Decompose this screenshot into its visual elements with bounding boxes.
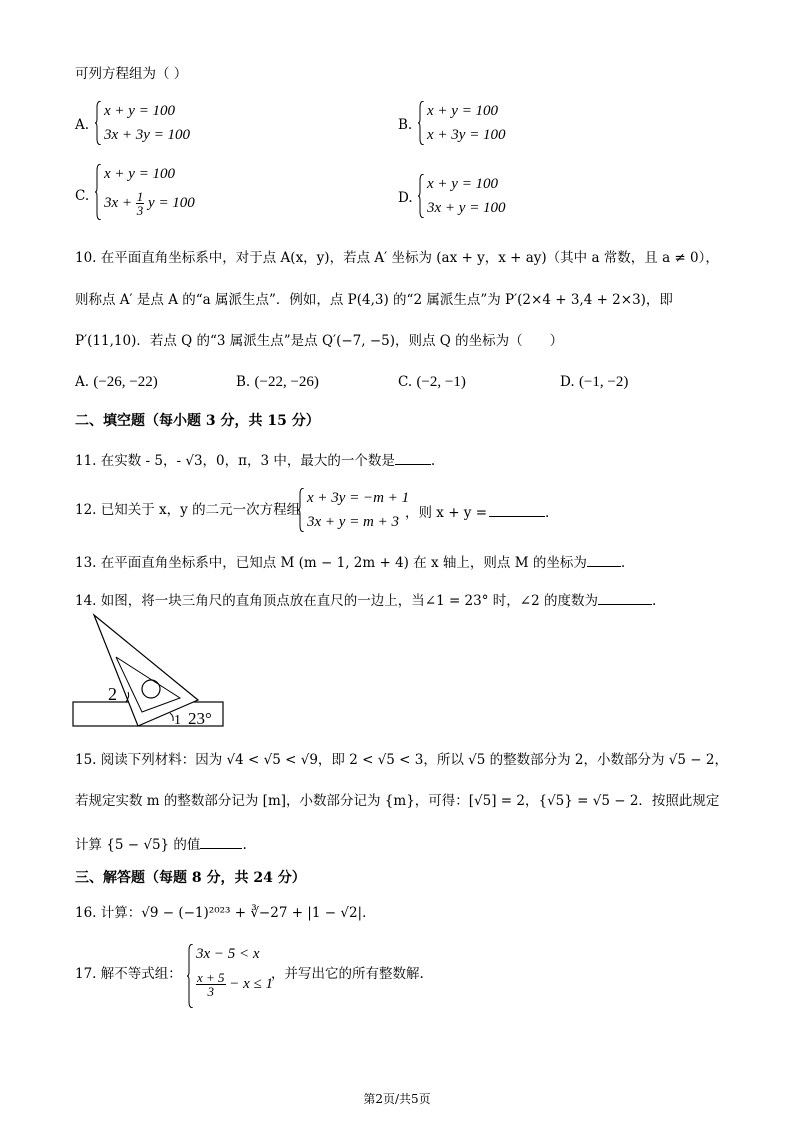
period: . [430, 453, 436, 469]
q15-line3 [75, 834, 247, 854]
equation-system [418, 172, 506, 220]
fraction [196, 971, 226, 998]
numerator: x + 5 [197, 970, 225, 986]
option-label: B. [236, 374, 251, 390]
section-title: 二、填空题（每小题 3 分，共 15 分） [75, 413, 320, 429]
question-text: 12. 已知关于 x，y 的二元一次方程组 [75, 502, 301, 518]
option-value: (−22, −26) [254, 374, 319, 390]
period: . [242, 837, 247, 853]
equation-row: x + y = 100 [104, 166, 176, 182]
set-square-shape [94, 615, 198, 726]
answer-blank[interactable] [587, 552, 621, 567]
page-number: 第2页/共5页 [363, 1092, 431, 1106]
inequality-system [187, 942, 273, 1002]
equation-row: x + y = 100 [427, 176, 499, 192]
term: y = 100 [144, 195, 195, 211]
option-label: D. [398, 190, 413, 206]
answer-blank[interactable] [200, 834, 242, 849]
q11 [75, 450, 435, 470]
term: − x ≤ 1 [225, 976, 274, 992]
q10-option-a[interactable] [75, 373, 158, 392]
brace-icon [187, 944, 193, 1008]
term: ，则 x + y = [405, 505, 488, 521]
brace-icon [95, 164, 101, 220]
option-label: D. [560, 374, 575, 390]
option-label: A. [75, 117, 90, 133]
answer-blank[interactable] [598, 590, 652, 605]
q10-line3: P′(11,10)．若点 Q 的“3 属派生点”是点 Q′(−7, −5)，则点 Q 的坐标为（ ） [75, 333, 564, 349]
angle1-label: 1 [174, 713, 181, 728]
denominator: 3 [207, 984, 215, 1000]
brace-icon [418, 101, 424, 145]
option-label: A. [75, 374, 90, 390]
question-text: 13. 在平面直角坐标系中，已知点 M (m − 1, 2m + 4) 在 x 轴上，则点 M 的坐标为 [75, 555, 587, 571]
angle-value-label: 23° [188, 709, 212, 728]
q15-line1: 15. 阅读下列材料：因为 √4 < √5 < √9，即 2 < √5 < 3，所以 √5 的整数部分为 2，小数部分为 √5 − 2， [75, 752, 728, 768]
brace-icon [95, 101, 101, 145]
equation-row: x + y = 100 [104, 103, 176, 119]
question-text: 17. 解不等式组： [75, 966, 182, 982]
equation-row: 3x + y = m + 3 [307, 514, 400, 530]
q14 [75, 590, 656, 610]
equation-system [95, 162, 195, 220]
inequality-row [196, 966, 273, 1002]
term: 3x + [104, 195, 136, 211]
angle1-arc [170, 713, 173, 721]
question-text: 计算 {5 − √5} 的值 [75, 837, 201, 853]
question-text: 14. 如图，将一块三角尺的直角顶点放在直尺的一边上，当∠1 = 23° 时，∠2 的度数为 [75, 593, 598, 609]
equation-row: x + 3y = −m + 1 [307, 490, 410, 506]
denominator: 3 [136, 203, 144, 219]
triangle-ruler-figure [70, 612, 230, 732]
q10-option-b[interactable] [236, 373, 319, 392]
equation-row: x + 3y = 100 [427, 127, 506, 143]
equation-row: x + y = 100 [427, 103, 499, 119]
option-label: C. [75, 188, 90, 204]
q15-line2: 若规定实数 m 的整数部分记为 [m]，小数部分记为 {m}，可得：[√5] = 2，{√5} = √5 − 2．按照此规定 [75, 793, 720, 809]
equation-system [95, 99, 190, 147]
period: . [620, 555, 626, 571]
period: . [651, 593, 657, 609]
q10-line1: 10. 在平面直角坐标系中，对于点 A(x，y)，若点 A′ 坐标为 (ax + y，x + ay)（其中 a 常数，且 a ≠ 0）， [75, 250, 719, 266]
brace-icon [298, 488, 304, 532]
equation-row: 3x + y = 100 [427, 200, 506, 216]
period: . [545, 505, 550, 521]
q10-option-d[interactable] [560, 373, 628, 392]
q16: 16. 计算：√9 − (−1)²⁰²³ + ∛−27 + |1 − √2|． [75, 905, 376, 921]
section-title: 三、解答题（每题 8 分，共 24 分） [75, 870, 306, 886]
fraction [136, 190, 145, 217]
equation-row: 3x + 3y = 100 [104, 127, 191, 143]
equation-row [104, 186, 195, 220]
option-label: B. [398, 117, 413, 133]
equation-system [418, 99, 506, 147]
angle2-label: 2 [108, 684, 117, 704]
option-value: (−2, −1) [416, 374, 466, 390]
q10-option-c[interactable] [398, 373, 466, 392]
question-text: ，并写出它的所有整数解. [271, 966, 424, 982]
brace-icon [418, 174, 424, 218]
numerator: 1 [136, 189, 144, 205]
q13 [75, 552, 625, 572]
q10-line2: 则称点 A′ 是点 A 的“a 属派生点”．例如，点 P(4,3) 的“2 属派生点”为 P′(2×4 + 3,4 + 2×3)，即 [75, 292, 673, 308]
inequality-row: 3x − 5 < x [196, 946, 260, 962]
option-value: (−1, −2) [578, 374, 629, 390]
equation-system [298, 486, 409, 534]
option-value: (−26, −22) [93, 374, 158, 390]
q9-stem-tail: 可列方程组为（ ） [75, 66, 188, 82]
answer-blank[interactable] [489, 502, 545, 517]
question-text: 11. 在实数 - 5，- √3，0，π，3 中，最大的一个数是 [75, 453, 395, 469]
answer-blank[interactable] [395, 450, 431, 465]
question-text [405, 502, 549, 522]
option-label: C. [398, 374, 413, 390]
